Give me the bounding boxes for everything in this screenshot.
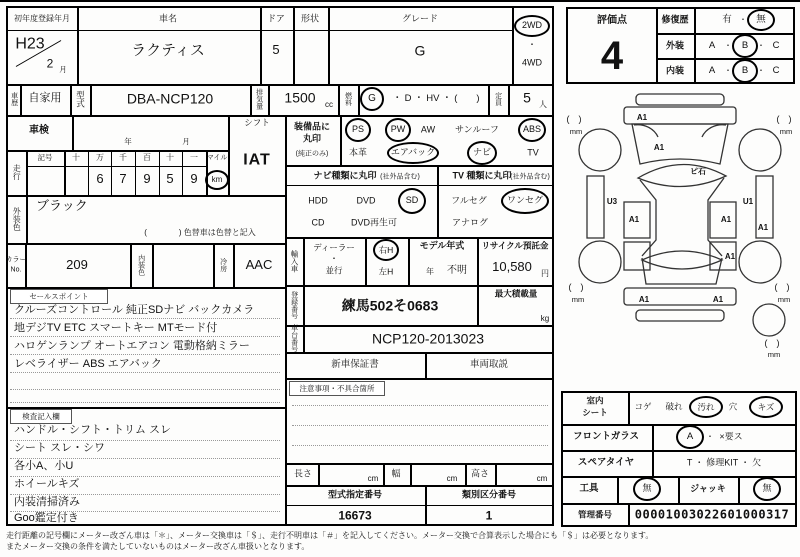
spare-tire-options: T ・ 修理KIT ・ 欠 <box>686 457 762 468</box>
width-label: 幅 <box>391 468 401 479</box>
mileage-digit-header: 千 <box>119 152 127 162</box>
history-label: 車歴 <box>10 92 18 106</box>
mileage-digit-header: 百 <box>143 152 151 162</box>
mileage-digit-header: 十 <box>72 152 80 162</box>
shift-label: シフト <box>244 117 270 128</box>
reg-no-label: 登録番号 <box>290 291 298 319</box>
seat-label1: 室内 <box>586 395 604 406</box>
tv-analog: アナログ <box>451 217 489 228</box>
max-load-unit: kg <box>540 313 550 323</box>
navi-cd: CD <box>311 217 325 228</box>
seat-hole: 穴 <box>728 401 738 412</box>
shaken-year-suffix: 年 <box>124 137 132 147</box>
model-code-label: 型式 <box>75 90 86 108</box>
left-rear-door <box>624 242 650 270</box>
equipment-label1: 装備品に <box>293 121 331 132</box>
tv-type-header: TV 種類に丸印 <box>452 170 512 181</box>
sales-point-line: 地デジTV ETC スマートキー MTモード付 <box>14 322 218 335</box>
footer-line1: 走行距離の記号欄にメーター改ざん車は「＊」、メーター交換車は「＄」、走行不明車は「＃」を記入してください。メーター交換で合算表示した場合にも「＄」は必要となります。 <box>6 530 654 540</box>
import-rh-circled: 右H <box>373 239 399 261</box>
page-top-border <box>0 0 800 2</box>
model-year-label: モデル年式 <box>419 240 465 251</box>
spare-tire-circle <box>753 304 785 336</box>
first-reg-month: 2 <box>46 56 54 71</box>
inspection-notes-tag-label: 検査記入欄 <box>22 412 60 421</box>
width-unit: cm <box>446 473 458 483</box>
seat-label2: シート <box>582 407 608 418</box>
mark-windshield-chip: ピ石 <box>690 167 706 176</box>
tread-unit-mm: mm <box>571 295 585 304</box>
mileage-digit: 7 <box>119 171 127 187</box>
interior-grade-a: A <box>708 65 716 77</box>
tread-bracket: ( ) <box>776 114 792 124</box>
windshield <box>638 164 726 186</box>
seat-tear: 破れ <box>665 401 683 412</box>
fuel-label: 燃料 <box>344 92 352 106</box>
exterior-grade-label: 外装 <box>665 40 685 51</box>
length-unit: cm <box>367 473 379 483</box>
chassis-no-value: NCP120-2013023 <box>371 330 485 347</box>
control-no-label: 管理番号 <box>577 509 613 520</box>
sales-points-tag <box>10 289 108 304</box>
exterior-grade-b-circled: B <box>732 34 758 58</box>
mileage-digit: 5 <box>166 171 174 187</box>
caution-tag <box>289 381 385 396</box>
repair-separator: ・ <box>739 14 747 24</box>
inspection-note-line: ハンドル・シフト・トリム スレ <box>14 424 172 437</box>
car-name-value: ラクティス <box>131 42 205 60</box>
rear-left-wheel <box>579 241 621 283</box>
sep: ・ <box>724 65 732 75</box>
tools-none-circled: 無 <box>633 477 661 501</box>
recycle-value: 10,580 <box>492 259 532 275</box>
first-reg-label: 初年度登録年月 <box>14 13 70 23</box>
tread-bracket: ( ) <box>774 282 790 292</box>
sep: ・ <box>706 431 714 441</box>
tread-bracket: ( ) <box>764 338 780 348</box>
tread-bracket: ( ) <box>568 282 584 292</box>
height-label: 高さ <box>470 468 490 479</box>
equipment-leather: 本革 <box>348 147 368 158</box>
warranty-label: 新車保証書 <box>331 359 379 371</box>
equipment-ps-circled: PS <box>345 118 371 142</box>
equipment-label3: (純正のみ) <box>295 150 329 158</box>
history-value: 自家用 <box>28 92 62 105</box>
caution-line <box>292 425 548 426</box>
interior-grade-b-circled: B <box>732 59 758 83</box>
displacement-label: 排気量 <box>255 88 263 110</box>
seat-stain-circled: 汚れ <box>689 396 723 418</box>
caution-line <box>292 445 548 446</box>
grade-value: G <box>414 42 426 59</box>
tv-oneseg-circled: ワンセグ <box>501 188 549 214</box>
model-year-suffix: 年 <box>426 266 434 276</box>
exterior-color-value: ブラック <box>36 198 88 214</box>
sep: ・ <box>757 65 765 75</box>
doors-label: ドア <box>267 13 285 24</box>
jack-none-circled: 無 <box>753 477 781 501</box>
ac-value: AAC <box>245 257 273 273</box>
tread-unit-mm: mm <box>777 295 791 304</box>
ac-label: 冷房 <box>219 258 227 272</box>
tread-bracket: ( ) <box>566 114 582 124</box>
car-name-label: 車名 <box>158 13 178 24</box>
capacity-unit: 人 <box>539 99 547 109</box>
mark-left-door: A1 <box>628 215 640 224</box>
exterior-color-note: ( ) 色替車は色替と記入 <box>144 227 256 237</box>
hood <box>632 124 728 164</box>
chassis-no-label: 車台番号 <box>290 324 298 352</box>
class-no-label: 類別区分番号 <box>461 489 517 500</box>
drive-4wd: 4WD <box>522 57 542 68</box>
import-separator: ・ <box>329 253 339 264</box>
fuel-options: ・ D ・ HV ・ ( ) <box>392 93 480 105</box>
shift-value: IAT <box>243 151 271 169</box>
eval-score-value: 4 <box>600 34 624 78</box>
front-strip <box>636 94 724 105</box>
inspection-note-line: 内装清掃済み <box>14 496 80 509</box>
class-no-value: 1 <box>485 508 493 523</box>
tv-type-header-sub: (社外品含む) <box>510 173 550 181</box>
mileage-digit-header: 一 <box>190 152 198 162</box>
mileage-mile-label: マイル <box>206 154 228 162</box>
drive-2wd-circled: 2WD <box>514 15 550 37</box>
mileage-digit: 9 <box>190 171 198 187</box>
sales-point-line: ハロゲンランプ オートエアコン 電動格納ミラー <box>14 340 250 353</box>
import-label: 輸入車 <box>289 249 299 273</box>
mileage-digit: 9 <box>143 171 151 187</box>
front-glass-a-circled: A <box>676 425 704 449</box>
import-lh: 左H <box>378 266 394 277</box>
equipment-sunroof: サンルーフ <box>455 124 499 135</box>
displacement-unit: cc <box>325 99 333 109</box>
drive-separator: ・ <box>527 39 537 50</box>
sales-point-line: クルーズコントロール 純正SDナビ バックカメラ <box>14 304 255 317</box>
mileage-km-circled: km <box>205 170 229 190</box>
navi-dvd-play: DVD再生可 <box>350 217 398 228</box>
equipment-airbag-circled: エアバック <box>387 142 439 164</box>
sep: ・ <box>757 40 765 50</box>
navi-type-header-sub: (社外品含む) <box>380 173 420 181</box>
control-no-value: 00001003022601000317 <box>634 507 790 522</box>
equipment-navi-circled: ナビ <box>467 141 497 165</box>
caution-line <box>292 405 548 406</box>
capacity-label: 定員 <box>494 92 502 106</box>
doors-value: 5 <box>272 42 280 58</box>
jack-label: ジャッキ <box>690 483 726 494</box>
mileage-digit-header: 万 <box>96 152 104 162</box>
color-no-label2: No. <box>10 266 22 274</box>
model-code-value: DBA-NCP120 <box>126 90 214 107</box>
interior-color-label: 内装色 <box>137 254 145 276</box>
mileage-digit-header: 十 <box>166 152 174 162</box>
interior-grade-c: C <box>772 65 780 77</box>
inspection-note-line: 各小A、小U <box>14 460 74 473</box>
sep: ・ <box>724 40 732 50</box>
rear-right-wheel <box>739 241 781 283</box>
type-approval-value: 16673 <box>338 508 372 523</box>
equipment-aw: AW <box>420 124 436 135</box>
seat-burn: コゲ <box>634 401 652 412</box>
capacity-value: 5 <box>523 89 531 106</box>
model-year-value: 不明 <box>447 264 467 276</box>
exterior-grade-a: A <box>708 40 716 52</box>
displacement-value: 1500 <box>284 89 316 106</box>
recycle-label: リサイクル預託金 <box>481 240 549 251</box>
repair-no-circled: 無 <box>747 9 775 31</box>
equipment-abs-circled: ABS <box>518 118 546 142</box>
car-damage-diagram <box>560 92 798 388</box>
exterior-grade-c: C <box>772 40 780 52</box>
mark-right-door: A1 <box>720 215 732 224</box>
first-reg-year: H23 <box>15 35 45 53</box>
interior-grade-label: 内装 <box>665 65 685 76</box>
seat-scratch-circled: キズ <box>749 396 783 418</box>
max-load-label: 最大積載量 <box>494 288 538 299</box>
sales-point-line: レベライザー ABS エアバック <box>14 358 162 371</box>
tools-label: 工具 <box>579 483 599 495</box>
shape-label: 形状 <box>300 13 320 24</box>
import-dealer: ディーラー <box>313 242 355 253</box>
first-reg-month-suffix: 月 <box>59 65 67 75</box>
fuel-g-circled: G <box>360 87 384 111</box>
grade-label: グレード <box>401 13 439 24</box>
navi-sd-circled: SD <box>398 188 426 214</box>
mark-right-rear: A1 <box>724 252 736 261</box>
navi-type-header: ナビ種類に丸印 <box>313 170 377 181</box>
caution-tag-label: 注意事項・不具合箇所 <box>299 384 375 393</box>
manual-label: 車両取説 <box>469 359 509 371</box>
repair-history-label: 修復歴 <box>661 14 689 25</box>
mark-rear-right: A1 <box>712 295 724 304</box>
exterior-color-label: 外装色 <box>12 207 22 231</box>
type-approval-label: 型式指定番号 <box>327 489 383 500</box>
mark-front-bumper: A1 <box>636 113 648 122</box>
mileage-digit: 6 <box>96 171 104 187</box>
mark-hood: A1 <box>653 143 665 152</box>
equipment-pw-circled: PW <box>385 118 411 142</box>
left-rocker-panel <box>587 176 604 238</box>
tread-unit-mm: mm <box>767 350 781 359</box>
front-left-wheel <box>579 129 621 171</box>
height-unit: cm <box>536 473 548 483</box>
equipment-tv: TV <box>527 147 539 158</box>
mark-rear-left: A1 <box>638 295 650 304</box>
front-right-wheel <box>739 129 781 171</box>
length-label: 長さ <box>293 468 313 479</box>
shaken-label: 車検 <box>29 124 49 136</box>
navi-dvd: DVD <box>356 195 376 206</box>
eval-score-label: 評価点 <box>597 14 627 26</box>
reg-no-value: 練馬502そ0683 <box>341 297 439 314</box>
shaken-month-suffix: 月 <box>182 137 190 147</box>
mileage-label: 走行 <box>12 164 22 180</box>
front-glass-note: ×要ス <box>719 431 743 442</box>
repair-yes: 有 <box>722 14 732 26</box>
color-no-label1: カラー <box>5 256 27 264</box>
import-parallel: 並行 <box>325 265 343 276</box>
left-headlight-arc <box>634 125 658 137</box>
spare-tire-label: スペアタイヤ <box>577 457 635 469</box>
inspection-notes-tag <box>10 409 72 424</box>
navi-hdd: HDD <box>308 195 328 206</box>
inspection-note-line: ホイールキズ <box>14 478 80 491</box>
tread-unit-mm: mm <box>779 127 793 136</box>
mark-left-front: U3 <box>606 197 618 206</box>
footer-line2: またメーター交換の条件を満たしていないものはメーター改ざん車扱いとなります。 <box>6 541 310 551</box>
rear-strip <box>636 310 724 321</box>
sales-points-tag-label: セールスポイント <box>29 292 89 301</box>
tread-unit-mm: mm <box>569 127 583 136</box>
inspection-note-line: Goo鑑定付き <box>14 512 79 525</box>
mark-right-front: U1 <box>742 197 754 206</box>
inspection-note-line: シート スレ・シワ <box>14 442 106 455</box>
right-headlight-arc <box>702 125 726 137</box>
color-no-value: 209 <box>66 257 88 273</box>
equipment-label2: 丸印 <box>302 133 322 144</box>
tv-fullseg: フルセグ <box>451 195 487 206</box>
mark-right-side: A1 <box>757 223 769 232</box>
recycle-unit: 円 <box>541 268 549 278</box>
mileage-sign-label: 記号 <box>37 153 53 163</box>
front-glass-label: フロントガラス <box>573 431 639 443</box>
left-pillar-line <box>640 180 656 256</box>
